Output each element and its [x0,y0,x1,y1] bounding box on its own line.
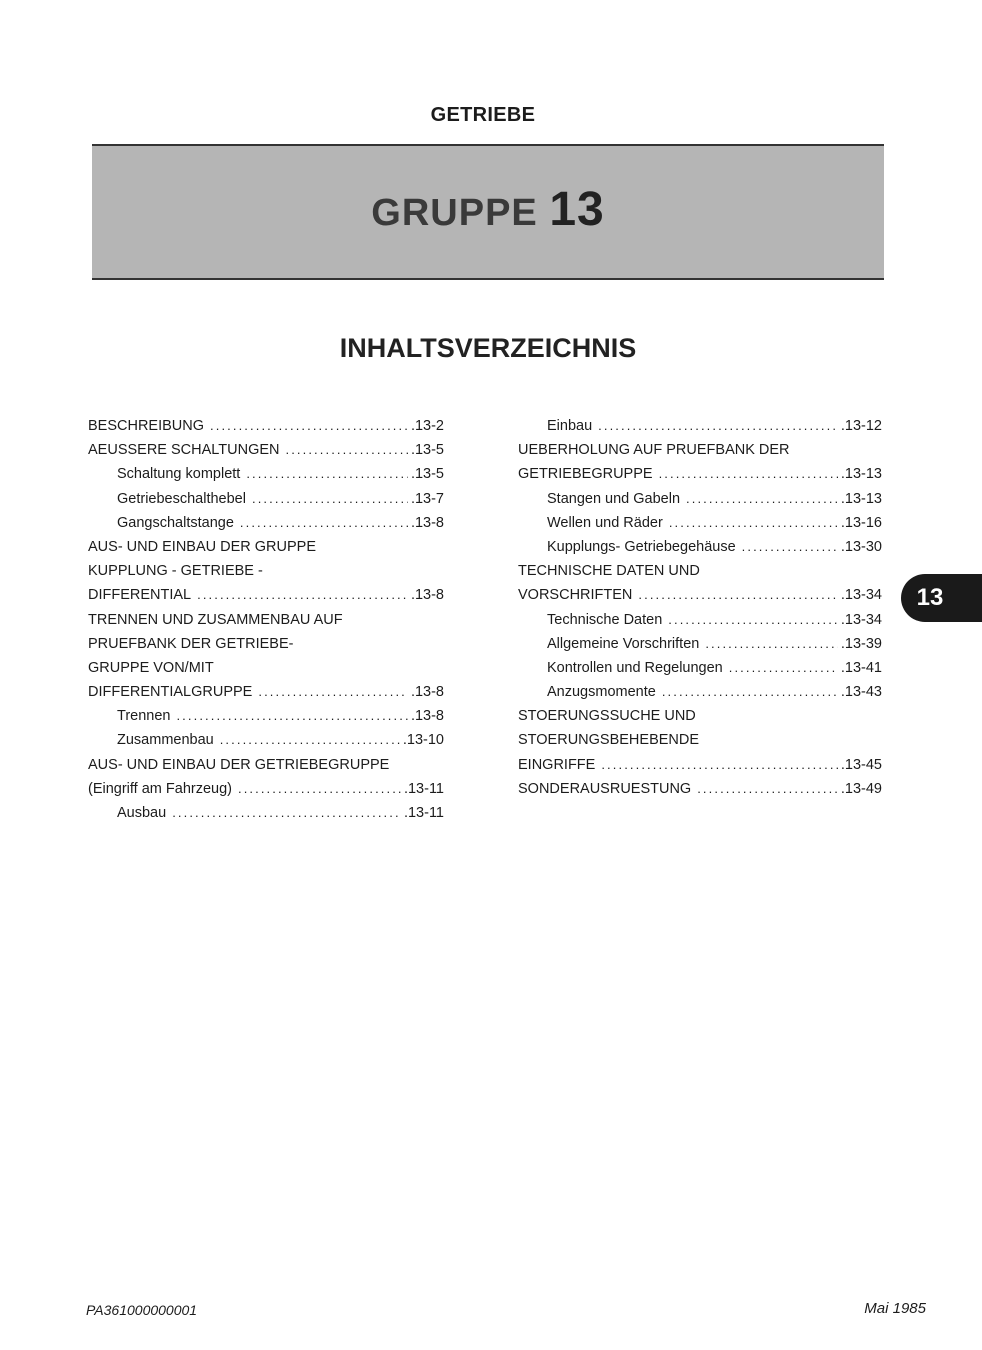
toc-leader-dots [238,777,401,801]
toc-leader-dots [742,535,838,559]
toc-entry[interactable] [518,414,882,438]
toc-entry-page: .13-16 [840,514,882,531]
toc-entry[interactable] [88,414,444,438]
chapter-tab [901,574,982,622]
toc-leader-dots [598,414,838,438]
toc-leader-dots [662,680,838,704]
toc-leader-dots [668,608,838,632]
toc-entry-page: .13-34 [840,587,882,604]
toc-entry-page: .13-12 [840,418,882,434]
toc-entry[interactable] [518,728,882,752]
toc-entry[interactable] [88,462,444,486]
toc-entry-label: AUS- UND EINBAU DER GETRIEBEGRUPPE [88,756,390,773]
toc-entry-page: .13-11 [403,780,444,797]
toc-entry-label: STOERUNGSSUCHE UND [518,708,696,725]
section-header-title: GETRIEBE [430,104,536,126]
toc-entry[interactable] [518,438,882,462]
toc-entry-label: Kontrollen und Regelungen [547,659,723,676]
toc-entry[interactable] [88,656,444,680]
toc-entry[interactable] [518,535,882,559]
toc-entry-label: Gangschaltstange [117,514,234,531]
toc-entry[interactable] [88,632,444,656]
toc-leader-dots [252,487,408,511]
toc-entry-label: Getriebeschalthebel [117,490,246,507]
toc-entry-page: .13-34 [840,611,882,628]
toc-entry-label: Allgemeine Vorschriften [547,635,700,652]
toc-entry-label: PRUEFBANK DER GETRIEBE- [88,635,294,652]
toc-entry-label: Ausbau [117,805,167,821]
toc-entry-label: Kupplungs- Getriebegehäuse [547,538,736,555]
toc-entry-page: .13-5 [410,466,444,483]
toc-entry-label: Zusammenbau [117,732,214,749]
toc-entry-label: Stangen und Gabeln [547,490,681,507]
toc-entry[interactable] [88,487,444,511]
toc-leader-dots [258,680,408,704]
toc-entry[interactable] [88,438,444,462]
toc-leader-dots [601,753,838,777]
toc-entry[interactable] [518,680,882,704]
toc-entry-page: .13-49 [840,780,882,797]
toc-entry-label: Anzugsmomente [547,684,656,701]
toc-leader-dots [176,704,407,728]
toc-entry-page: .13-10 [402,732,444,749]
toc-entry-page: .13-8 [410,514,444,531]
chapter-tab-label: 13 [916,584,944,611]
toc-entry[interactable] [518,777,882,801]
toc-leader-dots [246,462,408,486]
toc-entry[interactable] [518,632,882,656]
toc-leader-dots [286,438,408,462]
toc-leader-dots [686,487,838,511]
toc-entry[interactable] [518,462,882,486]
toc-entry-page: .13-7 [410,490,444,507]
toc-entry[interactable] [88,777,444,801]
toc-leader-dots [172,801,401,825]
toc-leader-dots [638,583,837,607]
toc-entry-label: STOERUNGSBEHEBENDE [518,732,700,749]
toc-leader-dots [705,632,838,656]
toc-title: INHALTSVERZEICHNIS [339,333,637,363]
toc-entry-label: Technische Daten [547,611,663,628]
toc-leader-dots [697,777,838,801]
toc-entry-label: GRUPPE VON/MIT [88,659,214,676]
toc-entry-page: .13-8 [410,587,444,604]
group-banner [92,144,884,280]
toc-leader-dots [210,414,408,438]
toc-entry[interactable] [88,608,444,632]
toc-entry-label: VORSCHRIFTEN [518,587,633,604]
toc-entry-label: DIFFERENTIAL [88,587,192,604]
toc-entry-label: BESCHREIBUNG [88,418,205,434]
toc-right-column [518,414,882,801]
toc-entry-label: SONDERAUSRUESTUNG [518,780,692,797]
toc-entry[interactable] [88,535,444,559]
toc-entry[interactable] [88,704,444,728]
toc-entry[interactable] [518,753,882,777]
toc-entry-label: Einbau [547,418,593,434]
toc-entry[interactable] [88,559,444,583]
toc-entry-page: .13-2 [410,418,444,434]
group-banner-number: 13 [549,183,605,236]
toc-entry[interactable] [88,801,444,825]
toc-entry-label: DIFFERENTIALGRUPPE [88,684,253,701]
toc-entry-label: Schaltung komplett [117,466,241,483]
toc-entry[interactable] [518,583,882,607]
toc-leader-dots [197,583,408,607]
toc-entry-label: TECHNISCHE DATEN UND [518,563,700,580]
document-code: PA361000000001 [86,1302,198,1318]
toc-entry-label: UEBERHOLUNG AUF PRUEFBANK DER [518,442,790,459]
toc-entry[interactable] [88,680,444,704]
toc-entry-page: .13-43 [840,684,882,701]
toc-entry[interactable] [518,608,882,632]
toc-entry[interactable] [518,559,882,583]
group-banner-word: GRUPPE [371,192,538,234]
toc-leader-dots [659,462,838,486]
toc-entry-page: .13-11 [403,805,444,821]
toc-entry-label: Trennen [117,708,171,725]
toc-entry[interactable] [88,583,444,607]
toc-entry-label: EINGRIFFE [518,756,596,773]
toc-entry[interactable] [518,656,882,680]
document-date: Mai 1985 [864,1300,926,1317]
toc-entry-label: TRENNEN UND ZUSAMMENBAU AUF [88,611,343,628]
toc-entry-label: AEUSSERE SCHALTUNGEN [88,442,280,459]
toc-entry-page: .13-8 [410,708,444,725]
toc-entry-label: Wellen und Räder [547,514,663,531]
toc-entry-label: GETRIEBEGRUPPE [518,466,653,483]
toc-entry-page: .13-13 [840,466,882,483]
toc-entry-label: AUS- UND EINBAU DER GRUPPE [88,538,317,555]
toc-entry-label: KUPPLUNG - GETRIEBE - [88,563,263,580]
toc-leader-dots [240,511,408,535]
toc-entry[interactable] [518,511,882,535]
toc-left-column [88,414,444,825]
toc-entry[interactable] [88,753,444,777]
group-banner-text [92,182,884,237]
toc-leader-dots [220,728,400,752]
toc-entry[interactable] [518,704,882,728]
toc-entry-label: (Eingriff am Fahrzeug) [88,780,232,797]
toc-entry-page: .13-39 [840,635,882,652]
toc-entry-page: .13-45 [840,756,882,773]
toc-entry-page: .13-8 [410,684,444,701]
toc-entry[interactable] [88,511,444,535]
toc-entry-page: .13-41 [840,659,882,676]
toc-entry[interactable] [88,728,444,752]
toc-entry-page: .13-30 [840,538,882,555]
toc-entry[interactable] [518,487,882,511]
toc-leader-dots [729,656,838,680]
toc-leader-dots [669,511,838,535]
toc-entry-page: .13-13 [840,490,882,507]
toc-entry-page: .13-5 [410,442,444,459]
